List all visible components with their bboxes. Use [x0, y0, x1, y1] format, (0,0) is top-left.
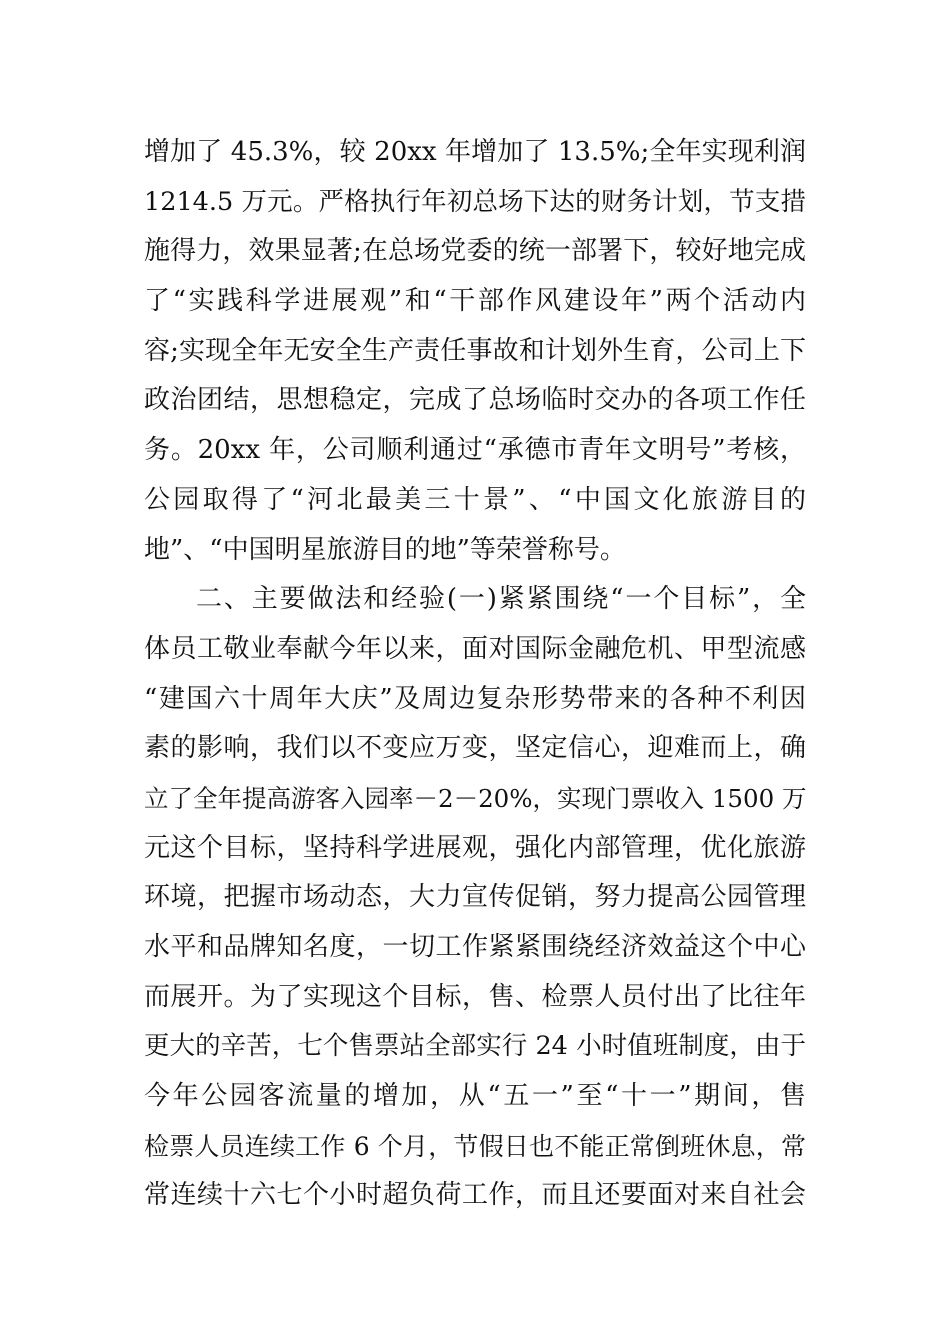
text-line: 常连续十六七个小时超负荷工作，而且还要面对来自社会 — [144, 1180, 806, 1211]
text-line: 施得力，效果显著;在总场党委的统一部署下，较好地完成 — [144, 236, 806, 267]
text-line: 了“实践科学进展观”和“干部作风建设年”两个活动内 — [144, 286, 806, 317]
text-line: 元这个目标，坚持科学进展观，强化内部管理，优化旅游 — [144, 832, 806, 863]
text-line: 体员工敬业奉献今年以来，面对国际金融危机、甲型流感 — [144, 633, 806, 664]
text-line: 公园取得了“河北最美三十景”、“中国文化旅游目的 — [144, 484, 806, 515]
text-line: 务。20xx 年，公司顺利通过“承德市青年文明号”考核， — [144, 435, 806, 466]
text-line: 检票人员连续工作 6 个月，节假日也不能正常倒班休息，常 — [144, 1131, 806, 1161]
text-line: 二、主要做法和经验(一)紧紧围绕“一个目标”，全 — [196, 584, 806, 615]
text-line: 立了全年提高游客入园率－2－20%，实现门票收入 1500 万 — [144, 783, 807, 813]
text-line: 地”、“中国明星旅游目的地”等荣誉称号。 — [144, 534, 626, 565]
text-line: 容;实现全年无安全生产责任事故和计划外生育，公司上下 — [144, 335, 806, 366]
text-line: 水平和品牌知名度，一切工作紧紧围绕经济效益这个中心 — [144, 932, 806, 962]
text-line: “建国六十周年大庆”及周边复杂形势带来的各种不利因 — [144, 683, 806, 714]
paragraph — [144, 128, 806, 575]
text-line: 素的影响，我们以不变应万变，坚定信心，迎难而上，确 — [144, 733, 806, 764]
text-line: 增加了 45.3%，较 20xx 年增加了 13.5%;全年实现利润 — [144, 137, 806, 167]
text-line: 环境，把握市场动态，大力宣传促销，努力提高公园管理 — [144, 882, 806, 913]
text-line: 而展开。为了实现这个目标，售、检票人员付出了比往年 — [144, 981, 806, 1012]
paragraph — [144, 575, 806, 1221]
text-line: 今年公园客流量的增加，从“五一”至“十一”期间，售 — [144, 1081, 806, 1112]
text-line: 1214.5 万元。严格执行年初总场下达的财务计划，节支措 — [144, 186, 806, 217]
document-page — [144, 128, 806, 1221]
text-line: 政治团结，思想稳定，完成了总场临时交办的各项工作任 — [144, 385, 806, 416]
text-line: 更大的辛苦，七个售票站全部实行 24 小时值班制度，由于 — [144, 1031, 806, 1062]
